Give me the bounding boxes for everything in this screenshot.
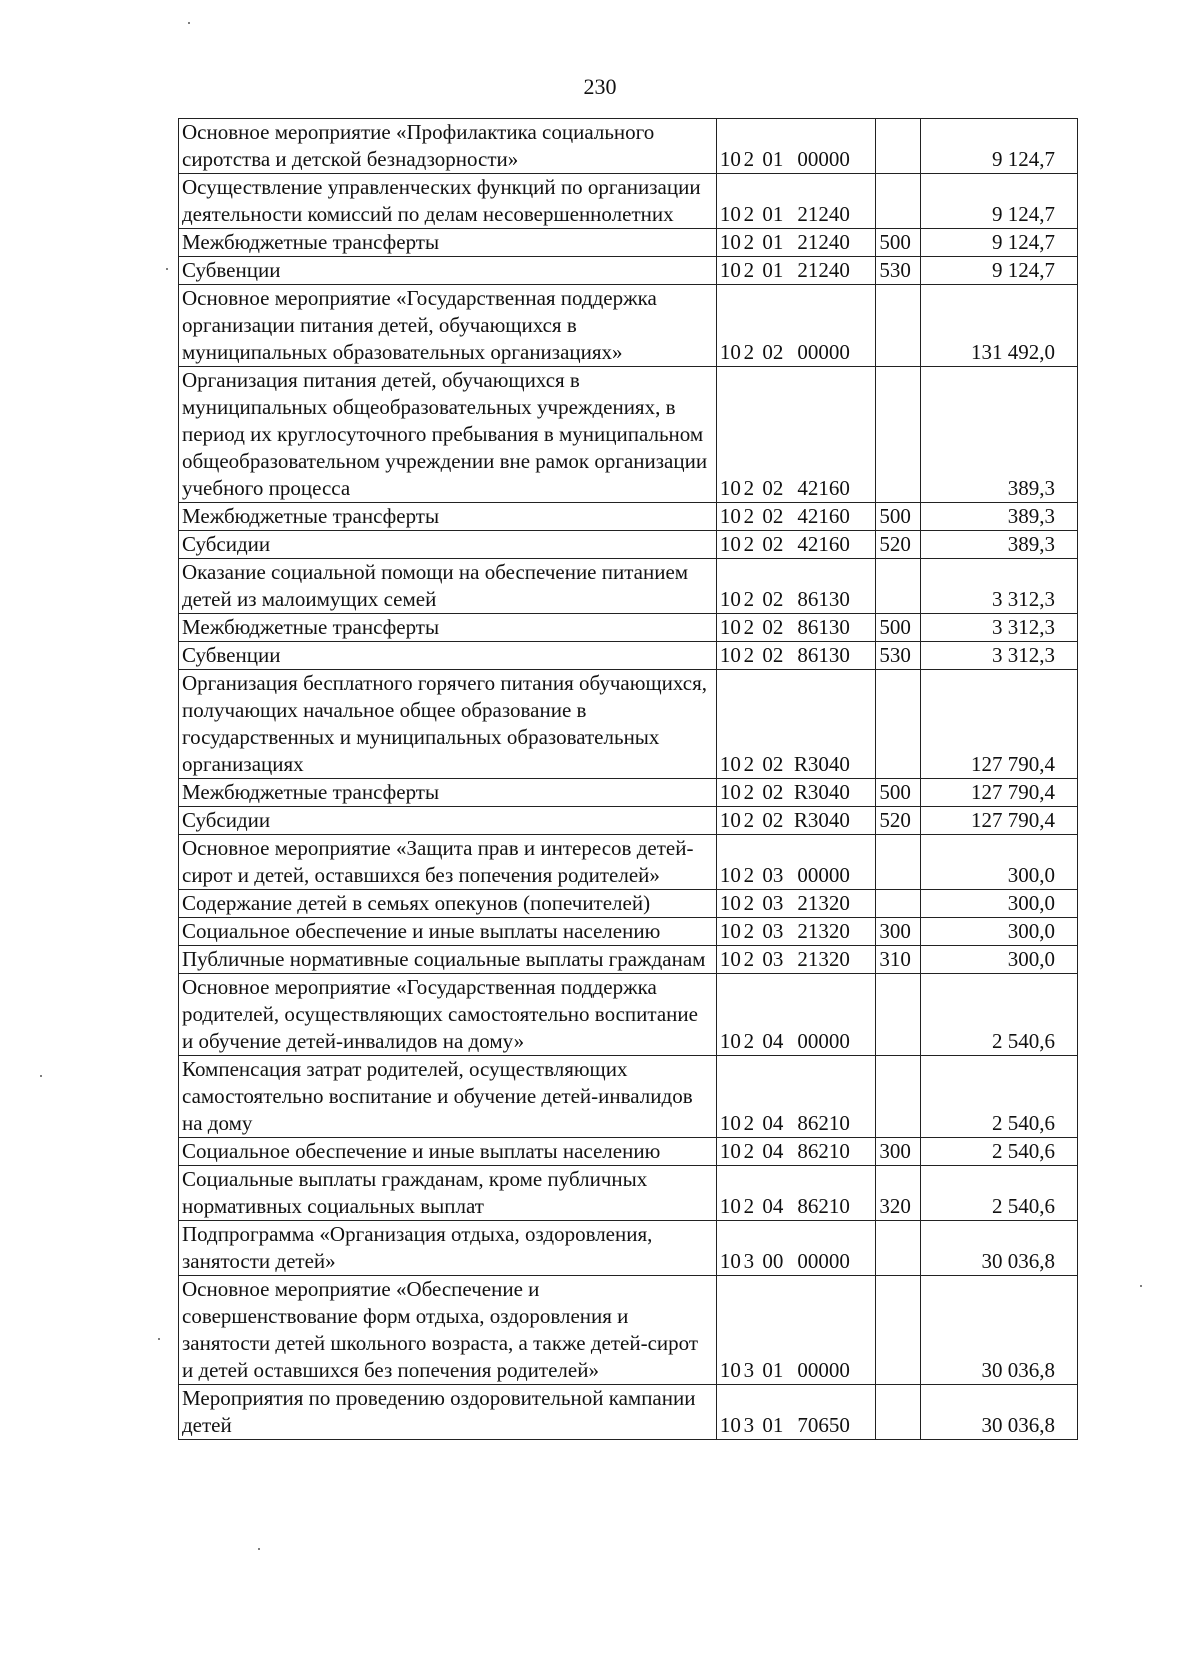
code-part: 03 <box>762 947 784 971</box>
row-amount-cell: 300,0 <box>920 835 1077 890</box>
table-row <box>179 1056 1078 1138</box>
table-row <box>179 807 1078 835</box>
scan-dot <box>166 268 168 270</box>
code-part: 21320 <box>797 919 850 943</box>
row-amount-cell: 9 124,7 <box>920 119 1077 174</box>
code-part: 00 <box>762 1249 784 1273</box>
row-amount-cell: 389,3 <box>920 531 1077 559</box>
table-row <box>179 918 1078 946</box>
row-type-cell: 530 <box>876 257 921 285</box>
code-part: 00000 <box>797 863 850 887</box>
code-part: 2 <box>743 780 755 804</box>
row-type-cell: 300 <box>876 1138 921 1166</box>
row-name-cell: Основное мероприятие «Защита прав и интересов детей-сирот и детей, оставшихся без попечения родителей» <box>179 835 717 890</box>
row-code-cell <box>716 119 876 174</box>
row-amount-cell: 127 790,4 <box>920 779 1077 807</box>
code-part: 86210 <box>797 1139 850 1163</box>
row-amount-cell: 300,0 <box>920 918 1077 946</box>
row-code-cell <box>716 229 876 257</box>
row-name-cell: Межбюджетные трансферты <box>179 503 717 531</box>
row-name-cell: Мероприятия по проведению оздоровительной кампании детей <box>179 1385 717 1440</box>
code-part: 00000 <box>797 1029 850 1053</box>
row-amount-cell: 300,0 <box>920 946 1077 974</box>
row-name-cell: Публичные нормативные социальные выплаты гражданам <box>179 946 717 974</box>
row-name-cell: Субсидии <box>179 807 717 835</box>
code-part: 00000 <box>797 1249 850 1273</box>
code-part: 2 <box>743 808 755 832</box>
code-part: 21320 <box>797 947 850 971</box>
code-part: 2 <box>743 532 755 556</box>
row-name-cell: Основное мероприятие «Профилактика социального сиротства и детской безнадзорности» <box>179 119 717 174</box>
table-row <box>179 946 1078 974</box>
code-part: R3040 <box>793 752 850 776</box>
code-part: 10 <box>719 230 741 254</box>
row-type-cell <box>876 559 921 614</box>
code-part: 42160 <box>797 476 850 500</box>
code-part: 02 <box>762 808 784 832</box>
code-part: 10 <box>719 863 741 887</box>
row-amount-cell: 3 312,3 <box>920 559 1077 614</box>
code-part: 86210 <box>797 1194 850 1218</box>
code-part: 2 <box>743 1194 755 1218</box>
row-amount-cell: 389,3 <box>920 367 1077 503</box>
code-part: R3040 <box>793 808 850 832</box>
row-code-cell <box>716 1276 876 1385</box>
row-name-cell: Субвенции <box>179 642 717 670</box>
code-part: 86210 <box>797 1111 850 1135</box>
code-part: 10 <box>719 780 741 804</box>
row-amount-cell: 300,0 <box>920 890 1077 918</box>
row-name-cell: Основное мероприятие «Государственная поддержка организации питания детей, обучающихся в муниципальных образовательных организациях» <box>179 285 717 367</box>
budget-table <box>178 118 1078 1440</box>
code-part: 10 <box>719 891 741 915</box>
row-amount-cell: 30 036,8 <box>920 1276 1077 1385</box>
row-name-cell: Компенсация затрат родителей, осуществляющих самостоятельно воспитание и обучение детей-инвалидов на дому <box>179 1056 717 1138</box>
code-part: 2 <box>743 919 755 943</box>
row-type-cell: 500 <box>876 229 921 257</box>
row-name-cell: Социальное обеспечение и иные выплаты населению <box>179 1138 717 1166</box>
row-name-cell: Организация бесплатного горячего питания обучающихся, получающих начальное общее образование в государственных и муниципальных образовательных организациях <box>179 670 717 779</box>
code-part: 21320 <box>797 891 850 915</box>
code-part: 10 <box>719 1029 741 1053</box>
code-part: 10 <box>719 752 741 776</box>
row-code-cell <box>716 1056 876 1138</box>
row-type-cell <box>876 670 921 779</box>
row-amount-cell: 9 124,7 <box>920 257 1077 285</box>
code-part: 3 <box>743 1413 755 1437</box>
row-name-cell: Субсидии <box>179 531 717 559</box>
code-part: 02 <box>762 504 784 528</box>
code-part: 10 <box>719 1413 741 1437</box>
code-part: 03 <box>762 891 784 915</box>
code-part: 10 <box>719 643 741 667</box>
code-part: 01 <box>762 202 784 226</box>
scan-dot <box>258 1548 260 1550</box>
table-row <box>179 285 1078 367</box>
code-part: 01 <box>762 230 784 254</box>
table-row <box>179 1166 1078 1221</box>
table-row <box>179 367 1078 503</box>
row-code-cell <box>716 918 876 946</box>
scan-dot <box>158 1338 160 1340</box>
table-row <box>179 531 1078 559</box>
row-code-cell <box>716 890 876 918</box>
row-name-cell: Социальное обеспечение и иные выплаты населению <box>179 918 717 946</box>
code-part: 2 <box>743 643 755 667</box>
code-part: 2 <box>743 202 755 226</box>
table-row <box>179 559 1078 614</box>
code-part: 86130 <box>797 643 850 667</box>
code-part: 02 <box>762 643 784 667</box>
code-part: 2 <box>743 615 755 639</box>
table-row <box>179 890 1078 918</box>
row-type-cell: 530 <box>876 642 921 670</box>
row-type-cell <box>876 1276 921 1385</box>
row-code-cell <box>716 1221 876 1276</box>
row-name-cell: Оказание социальной помощи на обеспечение питанием детей из малоимущих семей <box>179 559 717 614</box>
row-amount-cell: 131 492,0 <box>920 285 1077 367</box>
table-row <box>179 835 1078 890</box>
row-amount-cell: 127 790,4 <box>920 670 1077 779</box>
code-part: 10 <box>719 587 741 611</box>
row-type-cell: 500 <box>876 779 921 807</box>
code-part: R3040 <box>793 780 850 804</box>
code-part: 02 <box>762 615 784 639</box>
code-part: 00000 <box>797 340 850 364</box>
code-part: 01 <box>762 1358 784 1382</box>
code-part: 00000 <box>797 147 850 171</box>
row-type-cell: 500 <box>876 503 921 531</box>
row-code-cell <box>716 835 876 890</box>
row-name-cell: Основное мероприятие «Государственная поддержка родителей, осуществляющих самостоятельно воспитание и обучение детей-инвалидов на дому» <box>179 974 717 1056</box>
code-part: 03 <box>762 863 784 887</box>
code-part: 04 <box>762 1029 784 1053</box>
row-name-cell: Подпрограмма «Организация отдыха, оздоровления, занятости детей» <box>179 1221 717 1276</box>
row-type-cell <box>876 835 921 890</box>
page-number: 230 <box>583 74 617 99</box>
code-part: 2 <box>743 891 755 915</box>
code-part: 10 <box>719 947 741 971</box>
table-row <box>179 974 1078 1056</box>
code-part: 10 <box>719 532 741 556</box>
table-row <box>179 1385 1078 1440</box>
row-code-cell <box>716 1138 876 1166</box>
table-row <box>179 1221 1078 1276</box>
row-code-cell <box>716 367 876 503</box>
row-amount-cell: 2 540,6 <box>920 974 1077 1056</box>
code-part: 10 <box>719 1194 741 1218</box>
row-type-cell: 500 <box>876 614 921 642</box>
row-code-cell <box>716 807 876 835</box>
table-row <box>179 1138 1078 1166</box>
code-part: 2 <box>743 1111 755 1135</box>
code-part: 10 <box>719 504 741 528</box>
code-part: 10 <box>719 1249 741 1273</box>
row-name-cell: Межбюджетные трансферты <box>179 614 717 642</box>
row-code-cell <box>716 503 876 531</box>
row-type-cell: 300 <box>876 918 921 946</box>
code-part: 2 <box>743 340 755 364</box>
code-part: 2 <box>743 752 755 776</box>
code-part: 02 <box>762 752 784 776</box>
row-type-cell <box>876 119 921 174</box>
table-row <box>179 119 1078 174</box>
row-type-cell <box>876 890 921 918</box>
code-part: 86130 <box>797 615 850 639</box>
row-amount-cell: 3 312,3 <box>920 642 1077 670</box>
row-name-cell: Организация питания детей, обучающихся в муниципальных общеобразовательных учреждениях, в период их круглосуточного пребывания в муниципальном общеобразовательном учреждении вне рамок организации учебного процесса <box>179 367 717 503</box>
code-part: 10 <box>719 476 741 500</box>
row-type-cell <box>876 174 921 229</box>
code-part: 02 <box>762 476 784 500</box>
row-code-cell <box>716 1385 876 1440</box>
table-row <box>179 229 1078 257</box>
code-part: 42160 <box>797 504 850 528</box>
row-code-cell <box>716 559 876 614</box>
code-part: 01 <box>762 1413 784 1437</box>
code-part: 2 <box>743 258 755 282</box>
scan-dot <box>188 22 190 24</box>
code-part: 2 <box>743 1139 755 1163</box>
row-type-cell <box>876 1221 921 1276</box>
table-row <box>179 642 1078 670</box>
row-name-cell: Социальные выплаты гражданам, кроме публичных нормативных социальных выплат <box>179 1166 717 1221</box>
row-name-cell: Содержание детей в семьях опекунов (попечителей) <box>179 890 717 918</box>
row-type-cell: 310 <box>876 946 921 974</box>
code-part: 10 <box>719 202 741 226</box>
row-type-cell <box>876 1056 921 1138</box>
table-row <box>179 503 1078 531</box>
code-part: 70650 <box>797 1413 850 1437</box>
code-part: 00000 <box>797 1358 850 1382</box>
scan-dot <box>1140 1285 1142 1287</box>
row-name-cell: Субвенции <box>179 257 717 285</box>
code-part: 2 <box>743 947 755 971</box>
row-type-cell: 520 <box>876 531 921 559</box>
code-part: 21240 <box>797 202 850 226</box>
row-amount-cell: 30 036,8 <box>920 1221 1077 1276</box>
code-part: 42160 <box>797 532 850 556</box>
code-part: 04 <box>762 1194 784 1218</box>
row-name-cell: Осуществление управленческих функций по организации деятельности комиссий по делам несовершеннолетних <box>179 174 717 229</box>
row-name-cell: Межбюджетные трансферты <box>179 779 717 807</box>
row-amount-cell: 389,3 <box>920 503 1077 531</box>
row-type-cell <box>876 1385 921 1440</box>
row-type-cell <box>876 367 921 503</box>
row-name-cell: Основное мероприятие «Обеспечение и совершенствование форм отдыха, оздоровления и занятости детей школьного возраста, а также детей-сирот и детей оставшихся без попечения родителей» <box>179 1276 717 1385</box>
table-row <box>179 670 1078 779</box>
code-part: 02 <box>762 340 784 364</box>
row-amount-cell: 2 540,6 <box>920 1056 1077 1138</box>
row-type-cell <box>876 285 921 367</box>
row-code-cell <box>716 642 876 670</box>
code-part: 2 <box>743 863 755 887</box>
code-part: 10 <box>719 340 741 364</box>
table-row <box>179 1276 1078 1385</box>
row-amount-cell: 2 540,6 <box>920 1166 1077 1221</box>
row-amount-cell: 2 540,6 <box>920 1138 1077 1166</box>
row-name-cell: Межбюджетные трансферты <box>179 229 717 257</box>
code-part: 2 <box>743 587 755 611</box>
budget-table-body <box>179 119 1078 1440</box>
table-row <box>179 174 1078 229</box>
row-amount-cell: 127 790,4 <box>920 807 1077 835</box>
code-part: 2 <box>743 147 755 171</box>
code-part: 10 <box>719 258 741 282</box>
code-part: 2 <box>743 476 755 500</box>
code-part: 86130 <box>797 587 850 611</box>
code-part: 2 <box>743 504 755 528</box>
code-part: 21240 <box>797 258 850 282</box>
row-amount-cell: 30 036,8 <box>920 1385 1077 1440</box>
row-code-cell <box>716 285 876 367</box>
table-row <box>179 257 1078 285</box>
code-part: 02 <box>762 532 784 556</box>
row-type-cell: 320 <box>876 1166 921 1221</box>
row-type-cell: 520 <box>876 807 921 835</box>
code-part: 10 <box>719 1111 741 1135</box>
code-part: 04 <box>762 1111 784 1135</box>
code-part: 01 <box>762 258 784 282</box>
code-part: 2 <box>743 1029 755 1053</box>
row-code-cell <box>716 779 876 807</box>
row-code-cell <box>716 531 876 559</box>
code-part: 04 <box>762 1139 784 1163</box>
table-row <box>179 779 1078 807</box>
code-part: 01 <box>762 147 784 171</box>
row-type-cell <box>876 974 921 1056</box>
code-part: 10 <box>719 147 741 171</box>
code-part: 3 <box>743 1358 755 1382</box>
code-part: 10 <box>719 615 741 639</box>
scan-dot <box>40 1075 42 1077</box>
row-code-cell <box>716 1166 876 1221</box>
row-code-cell <box>716 257 876 285</box>
code-part: 03 <box>762 919 784 943</box>
row-code-cell <box>716 614 876 642</box>
table-row <box>179 614 1078 642</box>
code-part: 21240 <box>797 230 850 254</box>
row-code-cell <box>716 174 876 229</box>
row-amount-cell: 3 312,3 <box>920 614 1077 642</box>
code-part: 10 <box>719 808 741 832</box>
row-amount-cell: 9 124,7 <box>920 174 1077 229</box>
row-amount-cell: 9 124,7 <box>920 229 1077 257</box>
code-part: 02 <box>762 780 784 804</box>
code-part: 10 <box>719 1139 741 1163</box>
code-part: 3 <box>743 1249 755 1273</box>
code-part: 10 <box>719 1358 741 1382</box>
row-code-cell <box>716 974 876 1056</box>
row-code-cell <box>716 670 876 779</box>
code-part: 10 <box>719 919 741 943</box>
code-part: 02 <box>762 587 784 611</box>
row-code-cell <box>716 946 876 974</box>
code-part: 2 <box>743 230 755 254</box>
